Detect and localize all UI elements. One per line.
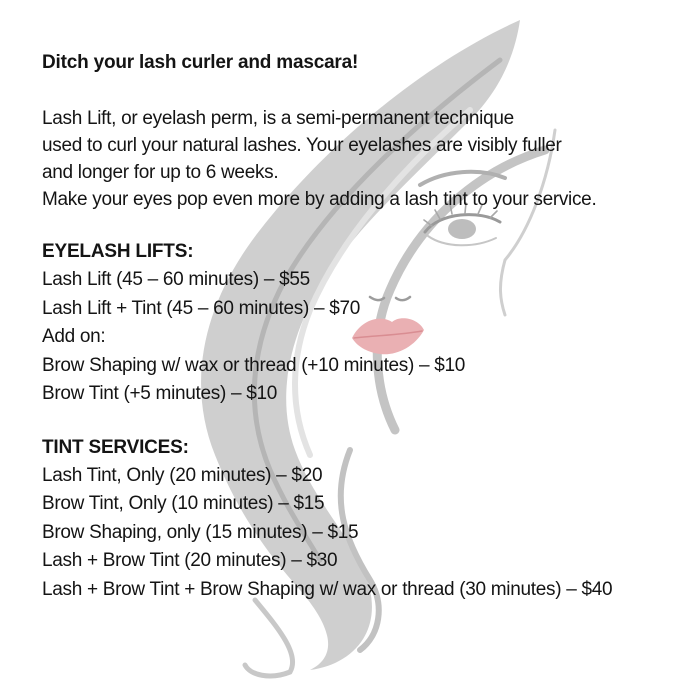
eyelash-lifts-section	[42, 239, 692, 409]
price-line: Brow Shaping w/ wax or thread (+10 minutes) – $10	[42, 354, 466, 376]
tint-services-title: TINT SERVICES:	[42, 436, 189, 458]
price-line: Lash Lift + Tint (45 – 60 minutes) – $70	[42, 297, 361, 319]
price-line: Lash + Brow Tint + Brow Shaping w/ wax or thread (30 minutes) – $40	[42, 578, 613, 600]
headline: Ditch your lash curler and mascara!	[42, 52, 359, 73]
price-line: Brow Tint (+5 minutes) – $10	[42, 383, 278, 404]
intro-line: and longer for up to 6 weeks.	[42, 162, 279, 183]
content-block	[42, 50, 692, 604]
tint-services-section	[42, 435, 692, 605]
intro-line: Make your eyes pop even more by adding a lash tint to your service.	[42, 189, 597, 210]
eyelash-lifts-title: EYELASH LIFTS:	[42, 241, 194, 262]
hair-strand-5	[245, 600, 293, 676]
price-line: Lash Tint, Only (20 minutes) – $20	[42, 464, 323, 486]
price-line: Lash + Brow Tint (20 minutes) – $30	[42, 550, 338, 571]
intro-paragraph	[42, 105, 692, 213]
price-line: Brow Tint, Only (10 minutes) – $15	[42, 493, 325, 514]
price-line: Lash Lift (45 – 60 minutes) – $55	[42, 269, 310, 290]
intro-line: used to curl your natural lashes. Your eyelashes are visibly fuller	[42, 135, 562, 156]
add-on-label: Add on:	[42, 326, 106, 347]
intro-line: Lash Lift, or eyelash perm, is a semi-permanent technique	[42, 108, 514, 129]
price-line: Brow Shaping, only (15 minutes) – $15	[42, 521, 359, 543]
